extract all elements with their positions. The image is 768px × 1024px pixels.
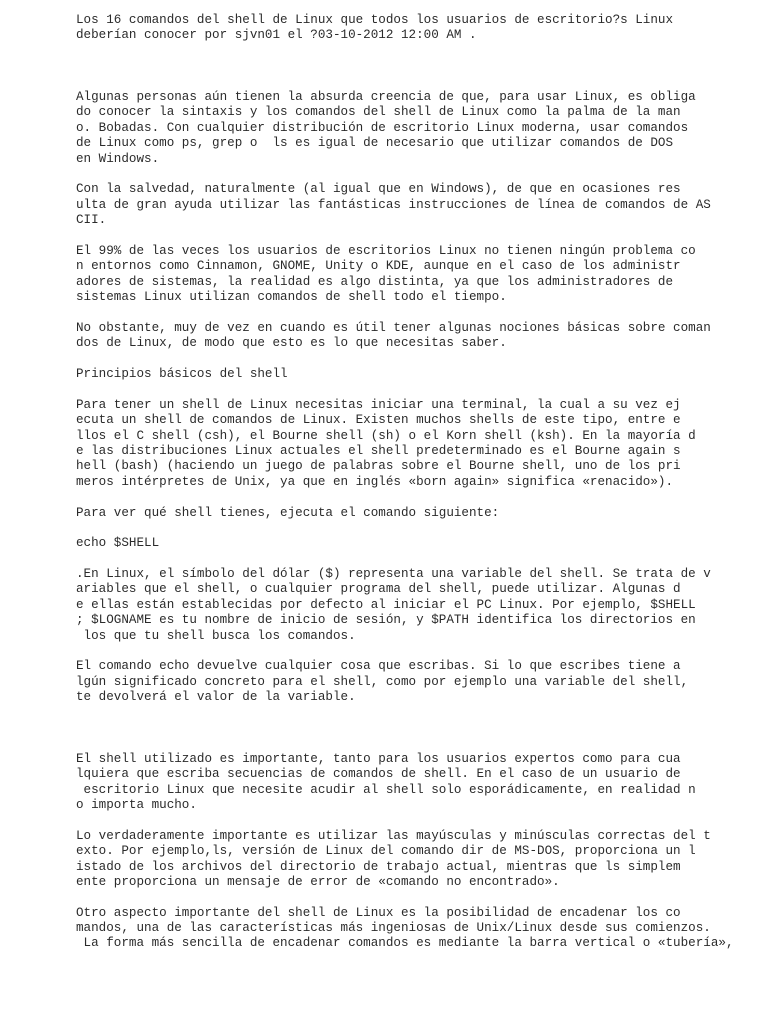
text-line: El comando echo devuelve cualquier cosa que escribas. Si lo que escribes tiene a (76, 659, 681, 674)
text-line: te devolverá el valor de la variable. (76, 690, 356, 705)
paragraph-dollar (76, 567, 768, 644)
text-line: El shell utilizado es importante, tanto para los usuarios expertos como para cua (76, 751, 681, 766)
text-line: La forma más sencilla de encadenar comandos es mediante la barra vertical o «tubería», (76, 936, 734, 951)
paragraph-terminal (76, 398, 768, 490)
text-line: meros intérpretes de Unix, ya que en inglés «born again» significa «renacido»). (76, 474, 674, 489)
document-body (76, 13, 768, 952)
paragraph-intro (76, 90, 768, 167)
text-line: lgún significado concreto para el shell, como por ejemplo una variable del shell, (76, 674, 689, 689)
text-line: n entornos como Cinnamon, GNOME, Unity o KDE, aunque en el caso de los administr (76, 259, 681, 274)
text-line: los que tu shell busca los comandos. (76, 628, 356, 643)
text-line: adores de sistemas, la realidad es algo distinta, ya que los administradores de (76, 274, 674, 289)
text-line: .En Linux, el símbolo del dólar ($) representa una variable del shell. Se trata de v (76, 567, 711, 582)
text-line: lquiera que escriba secuencias de comandos de shell. En el caso de un usuario de (76, 767, 681, 782)
text-line: CII. (76, 213, 107, 228)
text-line: Para ver qué shell tienes, ejecuta el comando siguiente: (76, 505, 500, 520)
text-line: ; $LOGNAME es tu nombre de inicio de sesión, y $PATH identifica los directorios en (76, 613, 696, 628)
text-line: escritorio Linux que necesite acudir al shell solo esporádicamente, en realidad n (76, 782, 696, 797)
text-line: e ellas están establecidas por defecto al iniciar el PC Linux. Por ejemplo, $SHELL (76, 597, 696, 612)
paragraph-echo (76, 659, 768, 705)
document-title (76, 13, 768, 44)
title-line: deberían conocer por sjvn01 el ?03-10-2012 12:00 AM . (76, 28, 477, 43)
text-line: Con la salvedad, naturalmente (al igual que en Windows), de que en ocasiones res (76, 182, 681, 197)
text-line: El 99% de las veces los usuarios de escritorios Linux no tienen ningún problema co (76, 243, 696, 258)
text-line: istado de los archivos del directorio de trabajo actual, mientras que ls simplem (76, 859, 681, 874)
text-line: llos el C shell (csh), el Bourne shell (sh) o el Korn shell (ksh). En la mayoría d (76, 428, 696, 443)
text-line: e las distribuciones Linux actuales el shell predeterminado es el Bourne again s (76, 443, 681, 458)
paragraph-mayusculas (76, 829, 768, 891)
text-line: mandos, una de las características más ingeniosas de Unix/Linux desde sus comienzos. (76, 921, 711, 936)
paragraph-encadenar (76, 906, 768, 952)
section-heading (76, 367, 768, 382)
text-line: Algunas personas aún tienen la absurda creencia de que, para usar Linux, es obliga (76, 89, 696, 104)
text-line: No obstante, muy de vez en cuando es útil tener algunas nociones básicas sobre coman (76, 320, 711, 335)
text-line: hell (bash) (haciendo un juego de palabras sobre el Bourne shell, uno de los pri (76, 459, 681, 474)
paragraph-ver-shell (76, 506, 768, 521)
text-line: ariables que el shell, o cualquier programa del shell, puede utilizar. Algunas d (76, 582, 681, 597)
heading-line: Principios básicos del shell (76, 367, 288, 381)
text-line: sistemas Linux utilizan comandos de shell todo el tiempo. (76, 290, 507, 305)
title-line: Los 16 comandos del shell de Linux que todos los usuarios de escritorio?s Linux (76, 13, 674, 27)
text-line: en Windows. (76, 151, 160, 166)
command-example (76, 536, 768, 551)
text-line: ente proporciona un mensaje de error de «comando no encontrado». (76, 874, 560, 889)
text-line: de Linux como ps, grep o ls es igual de necesario que utilizar comandos de DOS (76, 136, 674, 151)
text-line: Otro aspecto importante del shell de Linux es la posibilidad de encadenar los co (76, 905, 681, 920)
text-line: ecuta un shell de comandos de Linux. Existen muchos shells de este tipo, entre e (76, 413, 681, 428)
paragraph-no-obstante (76, 321, 768, 352)
text-line: exto. Por ejemplo,ls, versión de Linux del comando dir de MS-DOS, proporciona un l (76, 844, 696, 859)
text-line: o importa mucho. (76, 797, 197, 812)
text-line: Lo verdaderamente importante es utilizar las mayúsculas y minúsculas correctas del t (76, 828, 711, 843)
text-line: o. Bobadas. Con cualquier distribución de escritorio Linux moderna, usar comandos (76, 120, 689, 135)
paragraph-salvedad (76, 182, 768, 228)
text-line: do conocer la sintaxis y los comandos del shell de Linux como la palma de la man (76, 105, 681, 120)
text-line: Para tener un shell de Linux necesitas iniciar una terminal, la cual a su vez ej (76, 397, 681, 412)
text-line: dos de Linux, de modo que esto es lo que necesitas saber. (76, 336, 507, 351)
paragraph-shell-importante (76, 752, 768, 814)
text-line: ulta de gran ayuda utilizar las fantásticas instrucciones de línea de comandos de AS (76, 197, 711, 212)
paragraph-99-percent (76, 244, 768, 306)
command-line: echo $SHELL (76, 536, 160, 551)
